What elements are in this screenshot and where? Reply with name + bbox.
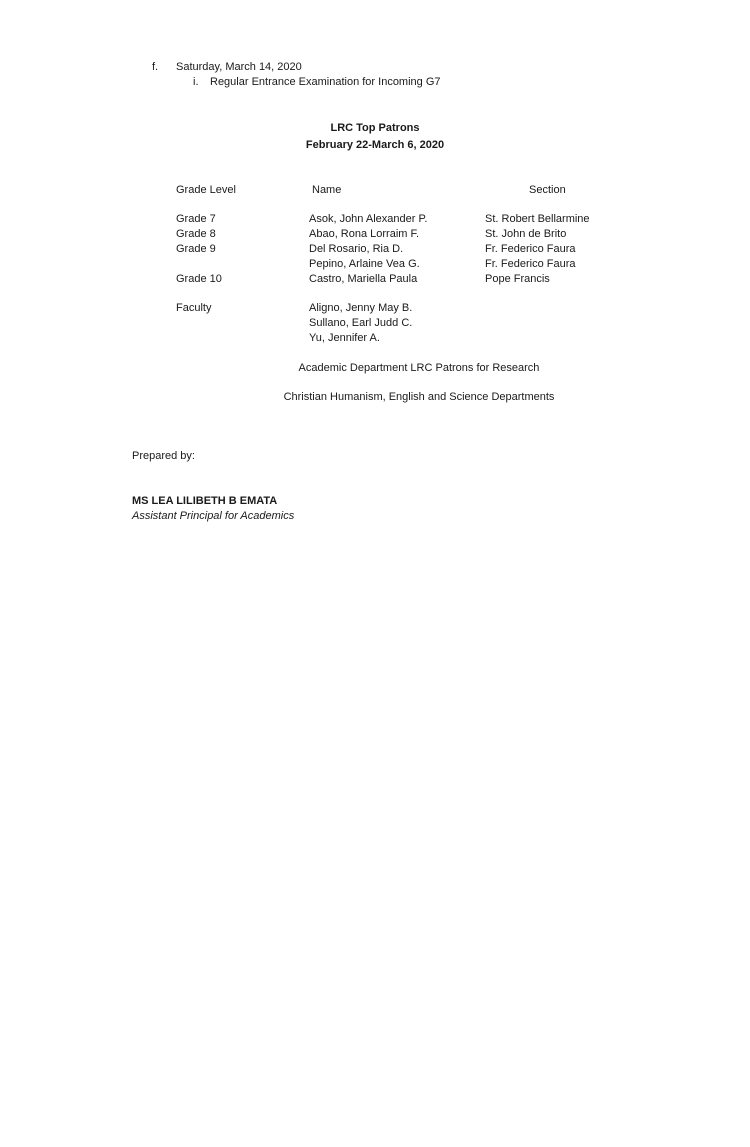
header-grade-level: Grade Level [176, 184, 236, 196]
row-grade: Grade 7 [176, 213, 216, 225]
header-section: Section [529, 184, 566, 196]
schedule-item-text: Saturday, March 14, 2020 [176, 61, 302, 73]
row-grade: Grade 8 [176, 228, 216, 240]
row-section: St. Robert Bellarmine [485, 213, 590, 225]
row-grade: Grade 9 [176, 243, 216, 255]
prepared-by-label: Prepared by: [132, 450, 195, 462]
faculty-name: Yu, Jennifer A. [309, 332, 380, 344]
row-name: Abao, Rona Lorraim F. [309, 228, 420, 240]
row-section: Pope Francis [485, 273, 550, 285]
row-section: Fr. Federico Faura [485, 258, 576, 270]
schedule-sub-text: Regular Entrance Examination for Incoming G7 [210, 76, 441, 88]
faculty-name: Sullano, Earl Judd C. [309, 317, 413, 329]
patrons-period: February 22-March 6, 2020 [305, 139, 445, 151]
row-name: Castro, Mariella Paula [309, 273, 418, 285]
schedule-item-marker: f. [152, 61, 159, 73]
row-name: Del Rosario, Ria D. [309, 243, 404, 255]
row-section: St. John de Brito [485, 228, 567, 240]
patrons-title: LRC Top Patrons [330, 122, 420, 134]
research-title: Academic Department LRC Patrons for Research [298, 362, 540, 374]
research-departments: Christian Humanism, English and Science Departments [283, 391, 555, 403]
row-grade: Grade 10 [176, 273, 222, 285]
preparer-name: MS LEA LILIBETH B EMATA [132, 495, 278, 507]
faculty-label: Faculty [176, 302, 212, 314]
row-name: Asok, John Alexander P. [309, 213, 428, 225]
row-section: Fr. Federico Faura [485, 243, 576, 255]
faculty-name: Aligno, Jenny May B. [309, 302, 413, 314]
preparer-role: Assistant Principal for Academics [132, 510, 295, 522]
schedule-sub-marker: i. [193, 76, 199, 88]
row-name: Pepino, Arlaine Vea G. [309, 258, 420, 270]
header-name: Name [312, 184, 342, 196]
